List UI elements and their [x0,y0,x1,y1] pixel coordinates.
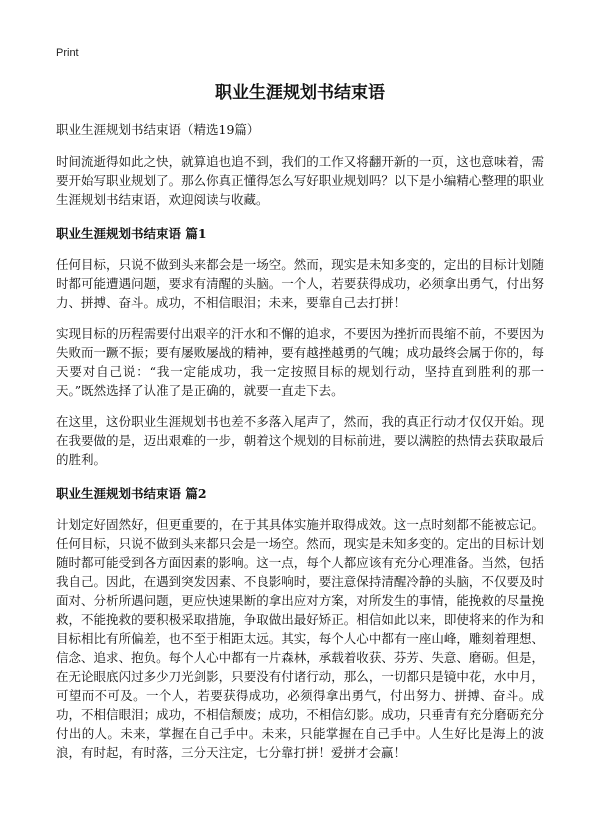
section-1 [56,224,544,469]
document-title: 职业生涯规划书结束语 [215,83,385,103]
intro-paragraph: 时间流逝得如此之快，就算追也追不到，我们的工作又将翻开新的一页，这也意味着，需要开始写职业规划了。那么你真正懂得怎么写好职业规划吗？以下是小编精心整理的职业生涯规划书结束语，欢迎阅读与收藏。 [56,154,544,207]
section-paragraph: 实现目标的历程需要付出艰辛的汗水和不懈的追求，不要因为挫折而畏缩不前，不要因为失败而一蹶不振；要有屡败屡战的精神，要有越挫越勇的气魄；成功最终会属于你的，每天要对自己说：“我一定能成功，我一定按照目标的规划行动，坚持直到胜利的那一天。”既然选择了认准了是正确的，就要一直走下去。 [56,326,544,398]
section-paragraph: 在这里，这份职业生涯规划书也差不多落入尾声了，然而，我的真正行动才仅仅开始。现在我要做的是，迈出艰难的一步，朝着这个规划的目标前进，要以满腔的热情去获取最后的胜利。 [56,414,544,467]
section-paragraph: 任何目标，只说不做到头来都会是一场空。然而，现实是未知多变的，定出的目标计划随时都可能遭遇问题，要求有清醒的头脑。一个人，若要获得成功，必须拿出勇气，付出努力、拼搏、奋斗。成功，不相信眼泪；未来，要靠自己去打拼！ [56,257,544,310]
section-2 [56,484,544,762]
section-paragraph: 计划定好固然好，但更重要的，在于其具体实施并取得成效。这一点时刻都不能被忘记。任何目标，只说不做到头来都只会是一场空。然而，现实是未知多变的。定出的目标计划随时都可能受到各方面因素的影响。这一点，每个人都应该有充分心理准备。当然，包括我自己。因此，在遇到突发因素、不良影响时，要注意保持清醒冷静的头脑，不仅要及时面对、分析所遇问题，更应快速果断的拿出应对方案，对所发生的事情，能挽救的尽量挽救，不能挽救的要积极采取措施，争取做出最好矫正。相信如此以来，即使将来的作为和目标相比有所偏差，也不至于相距太远。其实，每个人心中都有一座山峰，雕刻着理想、信念、追求、抱负。每个人心中都有一片森林，承载着收获、芬芳、失意、磨砺。但是，在无论眼底闪过多少刀光剑影，只要没有付诸行动，那么，一切都只是镜中花，水中月，可望而不可及。一个人，若要获得成功，必须得拿出勇气，付出努力、拼搏、奋斗。成功，不相信眼泪；成功，不相信颓废；成功，不相信幻影。成功，只垂青有充分磨砺充分付出的人。未来，掌握在自己手中。未来，只能掌握在自己手中。人生好比是海上的波浪，有时起，有时落，三分天注定，七分靠打拼！爱拼才会赢！ [56,517,544,760]
section-heading: 职业生涯规划书结束语 篇1 [56,226,207,241]
section-heading: 职业生涯规划书结束语 篇2 [56,486,207,501]
document-subtitle: 职业生涯规划书结束语（精选19篇） [56,122,260,137]
print-label: Print [56,47,79,59]
